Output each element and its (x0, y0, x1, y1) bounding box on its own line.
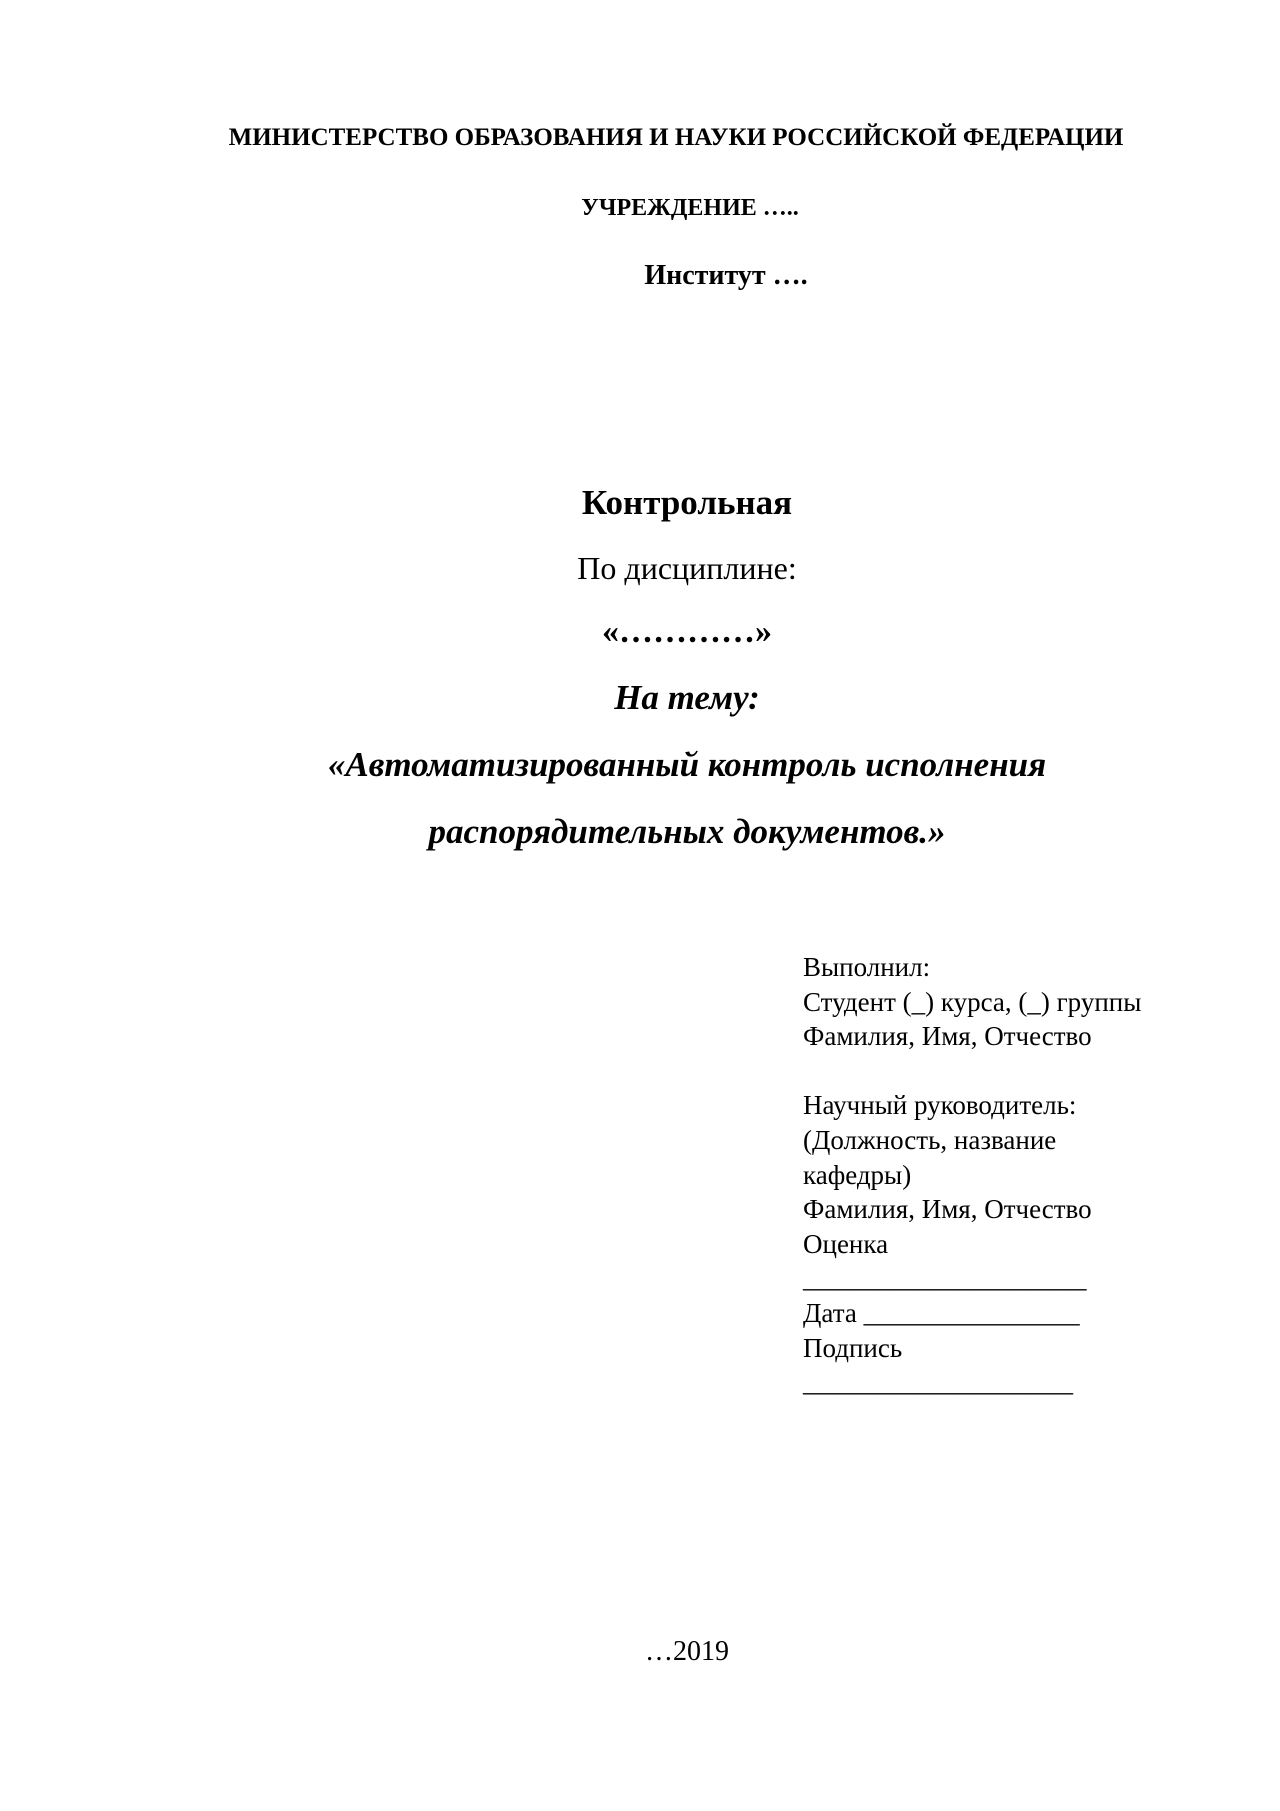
topic-label: На тему: (614, 678, 760, 717)
spacer (803, 1054, 1263, 1089)
signature-blank-line: ____________________ (803, 1367, 1073, 1398)
signature-label: Подпись (803, 1332, 903, 1363)
document-type-title: Контрольная (581, 483, 793, 522)
supervisor-position-line-1: (Должность, название (803, 1124, 1057, 1155)
grade-blank-line: _____________________ (803, 1263, 1087, 1294)
discipline-label: По дисциплине: (577, 550, 797, 586)
signature-block (803, 950, 1263, 1400)
institute-heading: Институт …. (644, 260, 808, 291)
grade-label: Оценка (803, 1228, 889, 1259)
year-footer: …2019 (645, 1636, 729, 1667)
supervisor-name: Фамилия, Имя, Отчество (803, 1194, 1092, 1225)
student-course-group: Студент (_) курса, (_) группы (803, 986, 1142, 1017)
ministry-heading: МИНИСТЕРСТВО ОБРАЗОВАНИЯ И НАУКИ РОССИЙСКОЙ ФЕДЕРАЦИИ (228, 124, 1124, 151)
performed-label: Выполнил: (803, 952, 931, 982)
institution-heading: УЧРЕЖДЕНИЕ ….. (581, 195, 799, 221)
supervisor-label: Научный руководитель: (803, 1090, 1077, 1121)
student-name: Фамилия, Имя, Отчество (803, 1021, 1092, 1052)
supervisor-position-line-2: кафедры) (803, 1159, 912, 1190)
discipline-name: «…………» (602, 613, 772, 650)
topic-title-line-1: «Автоматизированный контроль исполнения (327, 745, 1047, 784)
date-line: Дата ________________ (803, 1297, 1080, 1328)
topic-title-line-2: распорядительных документов.» (428, 812, 946, 851)
